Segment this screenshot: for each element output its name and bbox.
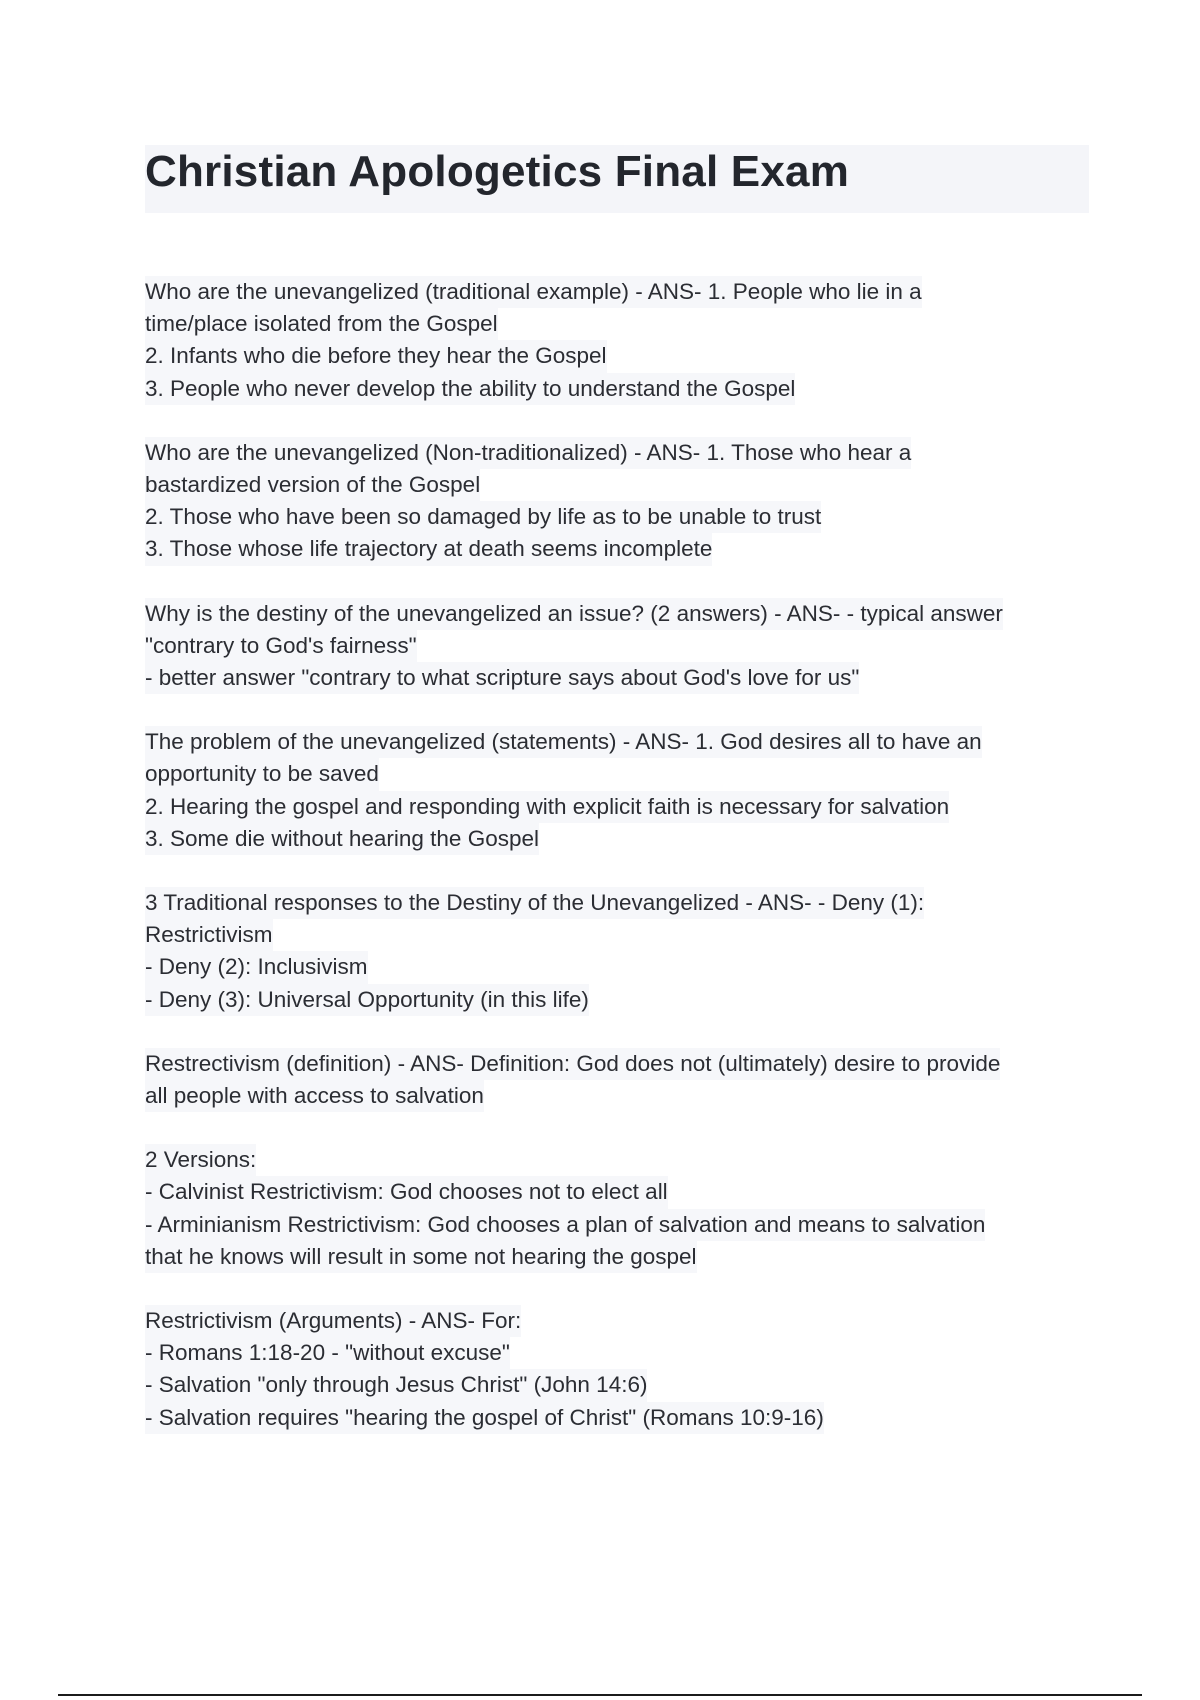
- qa-line: - Salvation requires "hearing the gospel of Christ" (Romans 10:9-16): [145, 1402, 824, 1434]
- qa-line: 2. Hearing the gospel and responding with explicit faith is necessary for salvation: [145, 791, 949, 823]
- qa-line: Restrictivism (Arguments) - ANS- For:: [145, 1305, 521, 1337]
- qa-line: - Salvation "only through Jesus Christ" (John 14:6): [145, 1369, 647, 1401]
- page-bottom-rule: [58, 1694, 1142, 1696]
- qa-item: [145, 726, 1075, 855]
- qa-line: 2. Those who have been so damaged by life as to be unable to trust: [145, 501, 821, 533]
- qa-item: [145, 1048, 1075, 1112]
- qa-line: 3 Traditional responses to the Destiny of the Unevangelized - ANS- - Deny (1):: [145, 887, 924, 919]
- qa-item: [145, 1144, 1075, 1273]
- qa-line: - Deny (2): Inclusivism: [145, 951, 368, 983]
- qa-line: 3. People who never develop the ability to understand the Gospel: [145, 373, 795, 405]
- qa-line: The problem of the unevangelized (statements) - ANS- 1. God desires all to have an: [145, 726, 982, 758]
- qa-item: [145, 1305, 1075, 1434]
- qa-line: 3. Some die without hearing the Gospel: [145, 823, 539, 855]
- qa-line: Restrectivism (definition) - ANS- Definition: God does not (ultimately) desire to provide: [145, 1048, 1000, 1080]
- qa-line: bastardized version of the Gospel: [145, 469, 480, 501]
- qa-list: [145, 276, 1075, 1466]
- qa-line: 3. Those whose life trajectory at death seems incomplete: [145, 533, 712, 565]
- qa-line: 2 Versions:: [145, 1144, 256, 1176]
- qa-item: [145, 437, 1075, 566]
- qa-line: - better answer "contrary to what scripture says about God's love for us": [145, 662, 859, 694]
- qa-line: Who are the unevangelized (traditional example) - ANS- 1. People who lie in a: [145, 276, 922, 308]
- qa-item: [145, 276, 1075, 405]
- qa-line: Restrictivism: [145, 919, 273, 951]
- qa-line: 2. Infants who die before they hear the Gospel: [145, 340, 607, 372]
- qa-line: - Deny (3): Universal Opportunity (in this life): [145, 984, 589, 1016]
- qa-line: Who are the unevangelized (Non-traditionalized) - ANS- 1. Those who hear a: [145, 437, 911, 469]
- qa-line: opportunity to be saved: [145, 758, 379, 790]
- page-title: Christian Apologetics Final Exam: [145, 147, 850, 196]
- qa-line: time/place isolated from the Gospel: [145, 308, 498, 340]
- qa-line: - Romans 1:18-20 - "without excuse": [145, 1337, 510, 1369]
- qa-line: - Calvinist Restrictivism: God chooses not to elect all: [145, 1176, 668, 1208]
- qa-item: [145, 887, 1075, 1016]
- qa-line: Why is the destiny of the unevangelized an issue? (2 answers) - ANS- - typical answer: [145, 598, 1003, 630]
- qa-line: that he knows will result in some not hearing the gospel: [145, 1241, 697, 1273]
- qa-line: "contrary to God's fairness": [145, 630, 417, 662]
- qa-line: all people with access to salvation: [145, 1080, 484, 1112]
- qa-line: - Arminianism Restrictivism: God chooses a plan of salvation and means to salvation: [145, 1209, 985, 1241]
- qa-item: [145, 598, 1075, 695]
